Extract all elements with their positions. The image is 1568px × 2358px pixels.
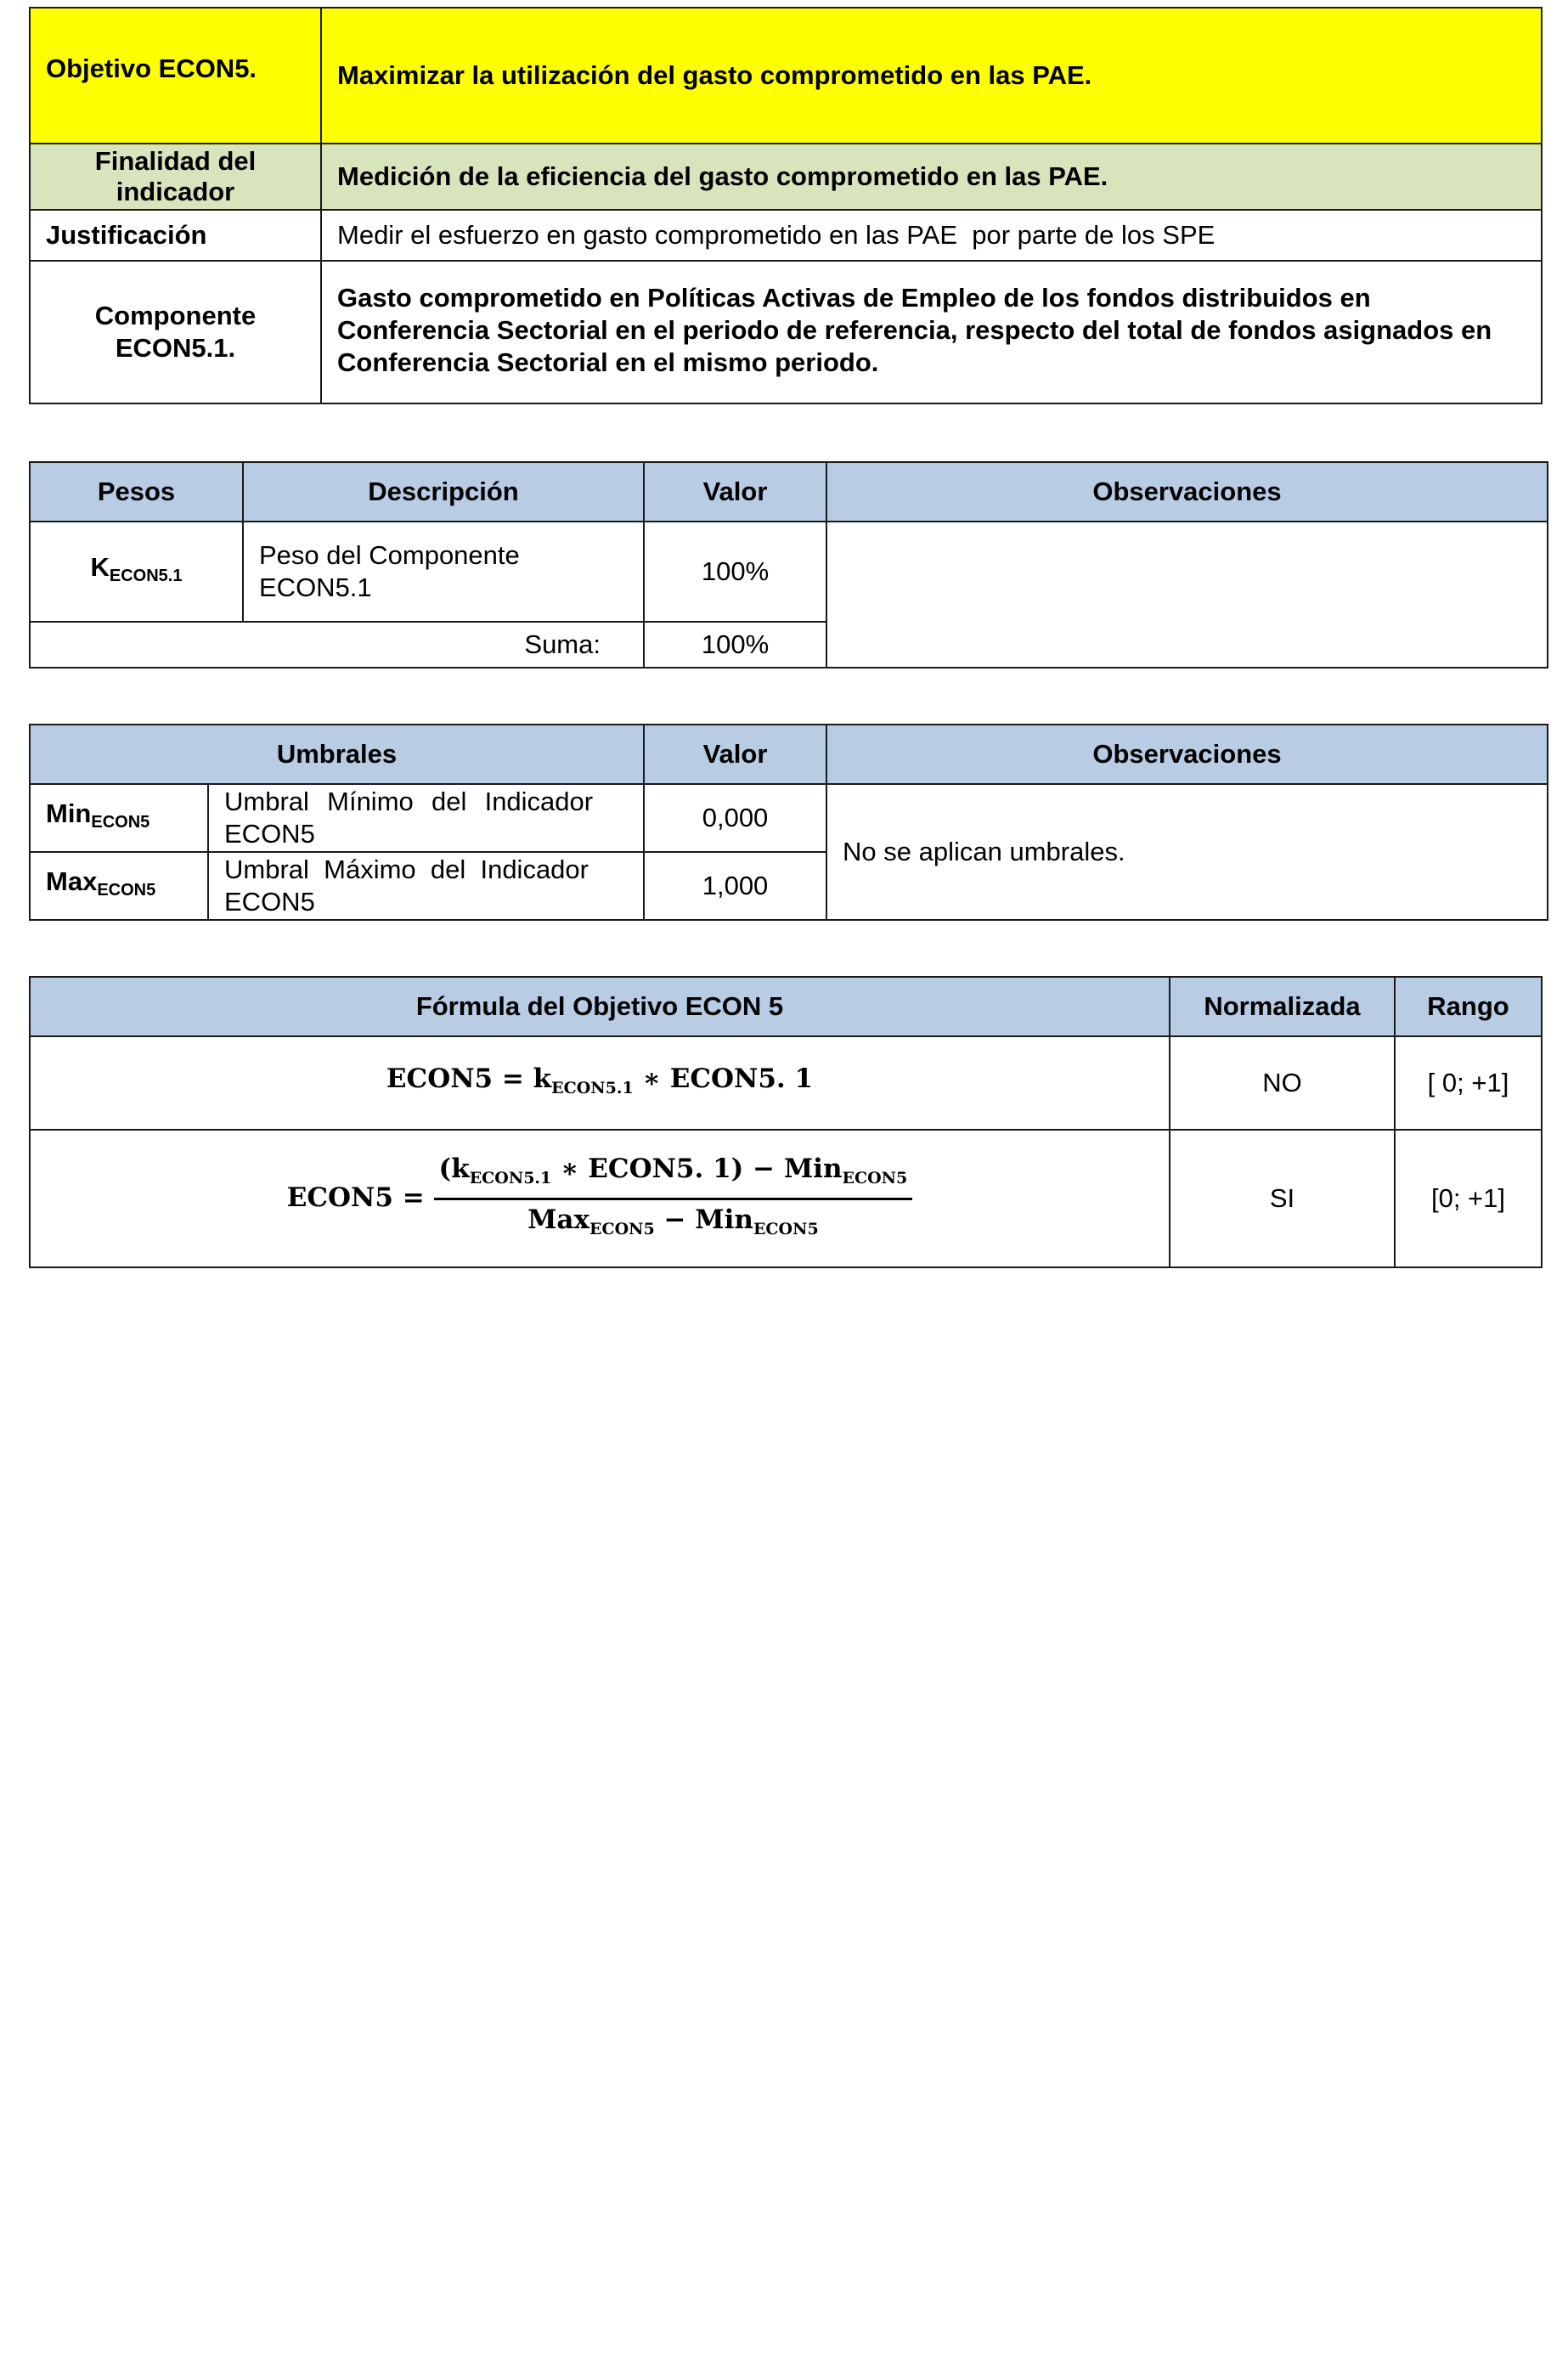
weights-header-observaciones: Observaciones: [826, 462, 1548, 522]
threshold-min-value: 0,000: [644, 784, 826, 852]
thresholds-header-valor: Valor: [644, 725, 826, 784]
threshold-min-description: Umbral Mínimo del Indicador ECON5: [208, 784, 644, 852]
formula-1: [30, 1036, 1170, 1130]
weight-description: Peso del Componente ECON5.1: [243, 522, 644, 622]
formula-header-formula: Fórmula del Objetivo ECON 5: [30, 977, 1170, 1036]
weight-sum-value: 100%: [644, 622, 826, 668]
formula-2-normalized: SI: [1170, 1130, 1395, 1267]
weight-observations: [826, 522, 1548, 668]
threshold-max-symbol: Max$_{ECON5}$: [30, 852, 208, 920]
weight-sum-label: Suma:: [30, 622, 644, 668]
formula-1-range: [ 0; +1]: [1395, 1036, 1542, 1130]
formula-2: [30, 1130, 1170, 1267]
objective-table: [29, 7, 1543, 404]
objective-text: Maximizar la utilización del gasto comprometido en las PAE.: [321, 8, 1542, 144]
thresholds-table: [29, 724, 1548, 921]
thresholds-header-observaciones: Observaciones: [826, 725, 1548, 784]
thresholds-header-umbrales: Umbrales: [30, 725, 644, 784]
purpose-text: Medición de la eficiencia del gasto comprometido en las PAE.: [321, 144, 1542, 210]
threshold-max-value: 1,000: [644, 852, 826, 920]
component-text: Gasto comprometido en Políticas Activas de Empleo de los fondos distribuidos en Conferencia Sectorial en el periodo de referencia, respecto del total de fondos asignados en Conferencia Sectorial en el mismo periodo.: [321, 261, 1542, 403]
weight-value: 100%: [644, 522, 826, 622]
weights-table: [29, 461, 1548, 668]
formula-1-math: ECON5 = $k_{ECON5.1}$ ∗ ECON5. 1: [386, 1063, 814, 1097]
justification-label: Justificación: [30, 210, 321, 261]
objective-label: Objetivo ECON5.: [30, 8, 321, 144]
formula-1-normalized: NO: [1170, 1036, 1395, 1130]
thresholds-observations: No se aplican umbrales.: [826, 784, 1548, 920]
formula-2-range: [0; +1]: [1395, 1130, 1542, 1267]
threshold-min-symbol: Min$_{ECON5}$: [30, 784, 208, 852]
threshold-max-description: Umbral Máximo del Indicador ECON5: [208, 852, 644, 920]
formula-2-math: ECON5 = $\frac{(k_{ECON5.1} ∗ ECON5. 1) - Min_{ECON5}}{Max_{ECON5} - Min_{ECON5}}$: [287, 1182, 913, 1213]
formula-2-fraction: $\frac{(k_{ECON5.1} ∗ ECON5. 1) - Min_{ECON5}}{Max_{ECON5} - Min_{ECON5}}$: [434, 1153, 913, 1245]
formula-header-normalizada: Normalizada: [1170, 977, 1395, 1036]
component-label: Componente ECON5.1.: [30, 261, 321, 403]
weight-symbol: $K_{ECON5.1}$: [30, 522, 243, 622]
formula-header-rango: Rango: [1395, 977, 1542, 1036]
purpose-label: Finalidad del indicador: [30, 144, 321, 210]
weights-header-descripcion: Descripción: [243, 462, 644, 522]
justification-text: Medir el esfuerzo en gasto comprometido en las PAE por parte de los SPE: [321, 210, 1542, 261]
weights-header-pesos: Pesos: [30, 462, 243, 522]
weights-header-valor: Valor: [644, 462, 826, 522]
formula-table: [29, 976, 1543, 1268]
